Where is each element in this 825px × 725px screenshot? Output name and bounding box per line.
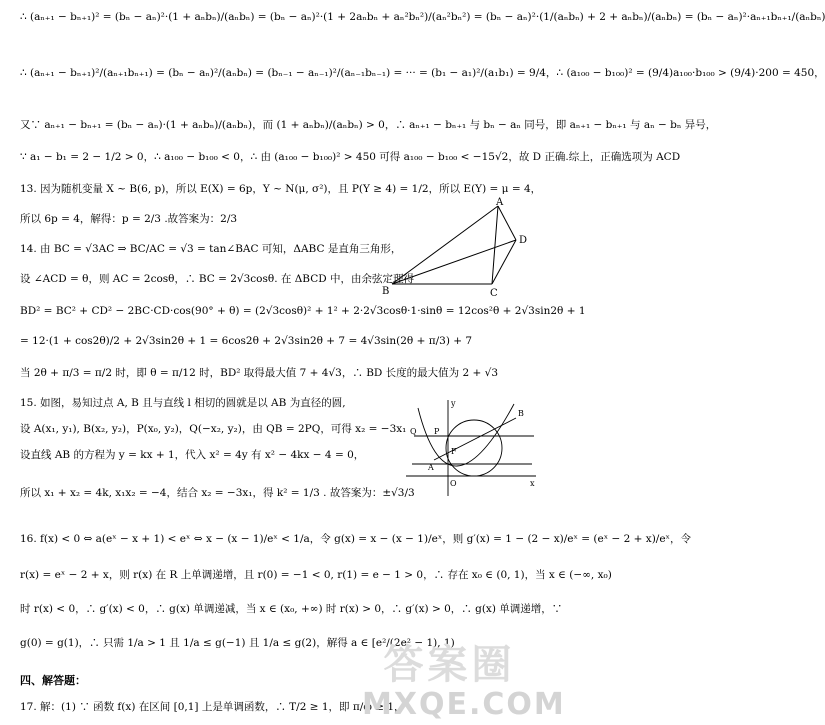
- line-7: 14. 由 BC = √3AC ⇒ BC/AC = √3 = tan∠BAC 可知，ΔABC 是直角三角形，: [20, 243, 402, 255]
- section-heading: 四、解答题：: [20, 674, 86, 687]
- watermark-top: 答案圈: [383, 642, 516, 688]
- parabola-figure: [404, 396, 540, 498]
- watermark-bottom: MXQE.COM: [362, 687, 566, 722]
- line-10: = 12·(1 + cos2θ)/2 + 2√3sin2θ + 1 = 6cos2θ + 2√3sin2θ + 7 = 4√3sin(2θ + π/3) + 7: [20, 335, 473, 347]
- line-2: ∴ (aₙ₊₁ − bₙ₊₁)²/(aₙ₊₁bₙ₊₁) = (bₙ − aₙ)²/(aₙbₙ) = (bₙ₋₁ − aₙ₋₁)²/(aₙ₋₁bₙ₋₁) = ··· = (b₁ − a₁)²/(a₁b₁) = 9/4，∴ (a₁₀₀ − b₁₀₀)² = (9/4)a₁₀₀·b₁₀₀ > (9/4)·200 = 450，: [20, 67, 825, 79]
- label-F: F: [451, 447, 457, 456]
- line-4: ∵ a₁ − b₁ = 2 − 1/2 > 0，∴ a₁₀₀ − b₁₀₀ < 0，∴ 由 (a₁₀₀ − b₁₀₀)² > 450 可得 a₁₀₀ − b₁₀₀ < −15√2，故 D 正确.综上，正确选项为 ACD: [20, 151, 681, 163]
- line-9: BD² = BC² + CD² − 2BC·CD·cos(90° + θ) = (2√3cosθ)² + 1² + 2·2√3cosθ·1·sinθ = 12cos²θ + 2√3sin2θ + 1: [20, 305, 586, 317]
- line-16: 16. f(x) < 0 ⇔ a(eˣ − x + 1) < eˣ ⇔ x − (x − 1)/eˣ < 1/a，令 g(x) = x − (x − 1)/eˣ，则 g′(x) = 1 − (2 − x)/eˣ = (eˣ − 2 + x)/eˣ，令: [20, 533, 691, 545]
- label-Q: Q: [410, 427, 417, 436]
- line-11: 当 2θ + π/3 = π/2 时，即 θ = π/12 时，BD² 取得最大值 7 + 4√3，∴ BD 长度的最大值为 2 + √3: [20, 367, 499, 379]
- line-6: 所以 6p = 4，解得：p = 2/3 .故答案为：2/3: [20, 213, 238, 225]
- label-A: A: [428, 463, 434, 472]
- label-B: B: [518, 409, 524, 418]
- line-14: 设直线 AB 的方程为 y = kx + 1，代入 x² = 4y 有 x² − 4kx − 4 = 0，: [20, 449, 365, 461]
- triangle-figure: [380, 198, 540, 298]
- line-12: 15. 如图，易知过点 A, B 且与直线 l 相切的圆就是以 AB 为直径的圆,: [20, 397, 346, 409]
- label-y: y: [451, 399, 456, 408]
- label-B: B: [382, 286, 390, 297]
- line-15: 所以 x₁ + x₂ = 4k, x₁x₂ = −4，结合 x₂ = −3x₁，得 k² = 1/3 . 故答案为：±√3/3: [20, 487, 415, 499]
- line-18: 时 r(x) < 0，∴ g′(x) < 0，∴ g(x) 单调递减，当 x ∈ (x₀, +∞) 时 r(x) > 0，∴ g′(x) > 0，∴ g(x) 单调递增，∵: [20, 603, 563, 615]
- line-8: 设 ∠ACD = θ，则 AC = 2cosθ，∴ BC = 2√3cosθ. 在 ΔBCD 中，由余弦定理得: [20, 273, 415, 285]
- line-21: 17. 解：(1) ∵ 函数 f(x) 在区间 [0,1] 上是单调函数，∴ T/2 ≥ 1，即 π/ω ≥ 1，: [20, 701, 405, 713]
- label-P: P: [434, 427, 440, 436]
- label-C: C: [490, 288, 498, 299]
- line-1: ∴ (aₙ₊₁ − bₙ₊₁)² = (bₙ − aₙ)²·(1 + aₙbₙ)/(aₙbₙ) = (bₙ − aₙ)²·(1 + 2aₙbₙ + aₙ²bₙ²)/(aₙ²bₙ²) = (bₙ − aₙ)²·(1/(aₙbₙ) + 2 + aₙbₙ)/(aₙbₙ) = (bₙ − aₙ)²·aₙ₊₁bₙ₊₁/(aₙbₙ): [20, 11, 825, 23]
- line-19: g(0) = g(1)，∴ 只需 1/a > 1 且 1/a ≤ g(−1) 且 1/a ≤ g(2)，解得 a ∈ [e²/(2e² − 1), 1): [20, 637, 455, 649]
- line-3: 又∵ aₙ₊₁ − bₙ₊₁ = (bₙ − aₙ)·(1 + aₙbₙ)/(aₙbₙ)，而 (1 + aₙbₙ)/(aₙbₙ) > 0，∴ aₙ₊₁ − bₙ₊₁ 与 bₙ − aₙ 同号，即 aₙ₊₁ − bₙ₊₁ 与 aₙ − bₙ 异号，: [20, 119, 717, 131]
- line-17: r(x) = eˣ − 2 + x，则 r(x) 在 R 上单调递增，且 r(0) = −1 < 0, r(1) = e − 1 > 0，∴ 存在 x₀ ∈ (0, 1)，当 x ∈ (−∞, x₀): [20, 569, 612, 581]
- line-13: 设 A(x₁, y₁), B(x₂, y₂)，P(x₀, y₂)，Q(−x₂, y₂)，由 QB = 2PQ，可得 x₂ = −3x₁: [20, 423, 407, 435]
- label-x: x: [530, 479, 535, 488]
- label-A: A: [496, 197, 504, 208]
- watermark: [362, 642, 566, 722]
- label-D: D: [519, 235, 528, 246]
- label-O: O: [450, 479, 457, 488]
- line-5: 13. 因为随机变量 X ~ B(6, p)，所以 E(X) = 6p，Y ~ N(μ, σ²)，且 P(Y ≥ 4) = 1/2，所以 E(Y) = μ = 4，: [20, 183, 542, 195]
